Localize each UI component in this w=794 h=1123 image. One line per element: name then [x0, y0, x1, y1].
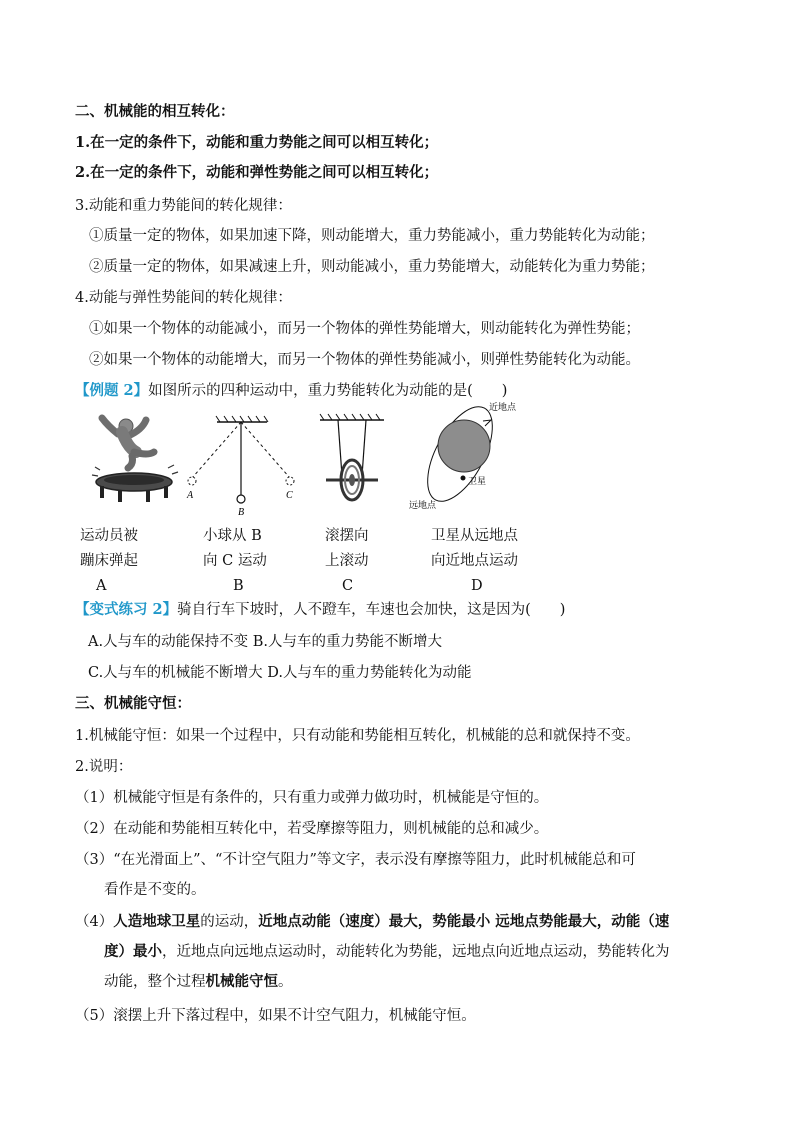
- sec3-note1: （1）机械能守恒是有条件的，只有重力或弹力做功时，机械能是守恒的。: [75, 790, 549, 806]
- variant2-tag: 【变式练习 2】: [75, 601, 178, 618]
- sec3-note4-line1: [75, 912, 669, 932]
- pendulum-label-b: B: [238, 507, 245, 517]
- sec2-point3b: ②质量一定的物体，如果减速上升，则动能减小，重力势能增大，动能转化为重力势能；: [89, 259, 655, 275]
- sec2-point3: 3.动能和重力势能间的转化规律：: [75, 198, 292, 214]
- sec2-point1: 1.在一定的条件下，动能和重力势能之间可以相互转化；: [75, 134, 439, 151]
- fig-a-letter: A: [96, 578, 107, 594]
- sec3-note3-line1: （3）“在光滑面上”、“不计空气阻力”等文字，表示没有摩擦等阻力，此时机械能总和可: [75, 852, 636, 868]
- note4-text-4: 。: [278, 974, 293, 990]
- variant2-options-ab: A.人与车的动能保持不变 B.人与车的重力势能不断增大: [88, 634, 442, 650]
- sec3-point2: 2.说明：: [75, 759, 133, 775]
- far-point-label: 远地点: [409, 501, 437, 511]
- variant2-question: 骑自行车下坡时，人不蹬车，车速也会加快，这是因为( ): [177, 602, 566, 618]
- fig-d-caption-2: 向近地点运动: [431, 553, 518, 569]
- fig-c-caption-2: 上滚动: [325, 553, 369, 569]
- section3-title: 三、机械能守恒：: [75, 695, 191, 712]
- figure-d-satellite-orbit: [405, 398, 535, 516]
- example2-tag: 【例题 2】: [75, 382, 149, 399]
- figure-b-pendulum: [182, 412, 302, 517]
- note4-bold-near-far: 近地点动能（速度）最大，势能最小 远地点势能最大，动能（速: [258, 913, 670, 930]
- fig-b-caption-2: 向 C 运动: [203, 553, 267, 569]
- note4-bold-conserved: 机械能守恒: [205, 973, 278, 990]
- sec3-note5: （5）滚摆上升下落过程中，如果不计空气阻力，机械能守恒。: [75, 1008, 476, 1024]
- pendulum-label-a: A: [187, 490, 194, 501]
- fig-c-letter: C: [342, 578, 354, 594]
- sec2-point4a: ①如果一个物体的动能减小，而另一个物体的弹性势能增大，则动能转化为弹性势能；: [89, 321, 640, 337]
- figure-c-maxwell-wheel: [312, 412, 392, 512]
- sec3-note2: （2）在动能和势能相互转化中，若受摩擦等阻力，则机械能的总和减少。: [75, 821, 549, 837]
- figure-a-trampoline: [88, 412, 188, 504]
- fig-a-caption-1: 运动员被: [80, 528, 138, 544]
- note4-text-2: ，近地点向远地点运动时，动能转化为势能，远地点向近地点运动，势能转化为: [162, 944, 670, 960]
- variant2-question-line: [75, 600, 565, 620]
- note4-bold-min: 度）最小: [104, 943, 162, 960]
- sec2-point2: 2.在一定的条件下，动能和弹性势能之间可以相互转化；: [75, 164, 439, 181]
- satellite-label: 卫星: [468, 477, 487, 487]
- pendulum-label-c: C: [286, 490, 293, 501]
- note4-bold-satellite: 人造地球卫星: [113, 913, 201, 930]
- fig-c-caption-1: 滚摆向: [325, 528, 369, 544]
- fig-d-letter: D: [471, 578, 483, 594]
- fig-d-caption-1: 卫星从远地点: [431, 528, 518, 544]
- fig-b-caption-1: 小球从 B: [203, 528, 262, 544]
- variant2-options-cd: C.人与车的机械能不断增大 D.人与车的重力势能转化为动能: [88, 665, 472, 681]
- sec3-note4-line3: [104, 972, 293, 992]
- note4-text-3: 动能，整个过程: [104, 974, 206, 990]
- fig-a-caption-2: 蹦床弹起: [80, 553, 138, 569]
- sec3-point1: 1.机械能守恒：如果一个过程中，只有动能和势能相互转化，机械能的总和就保持不变。: [75, 728, 640, 744]
- example2-question: 如图所示的四种运动中，重力势能转化为动能的是( ): [148, 383, 508, 399]
- sec2-point4: 4.动能与弹性势能间的转化规律：: [75, 290, 292, 306]
- near-point-label: 近地点: [489, 403, 517, 413]
- note4-prefix: （4）: [75, 914, 114, 930]
- fig-b-letter: B: [233, 578, 244, 594]
- sec2-point4b: ②如果一个物体的动能增大，而另一个物体的弹性势能减小，则弹性势能转化为动能。: [89, 352, 640, 368]
- sec3-note3-line2: 看作是不变的。: [104, 882, 206, 898]
- sec3-note4-line2: [104, 942, 670, 962]
- note4-text-1: 的运动，: [200, 914, 259, 930]
- section2-title: 二、机械能的相互转化：: [75, 103, 235, 120]
- sec2-point3a: ①质量一定的物体，如果加速下降，则动能增大，重力势能减小，重力势能转化为动能；: [89, 228, 655, 244]
